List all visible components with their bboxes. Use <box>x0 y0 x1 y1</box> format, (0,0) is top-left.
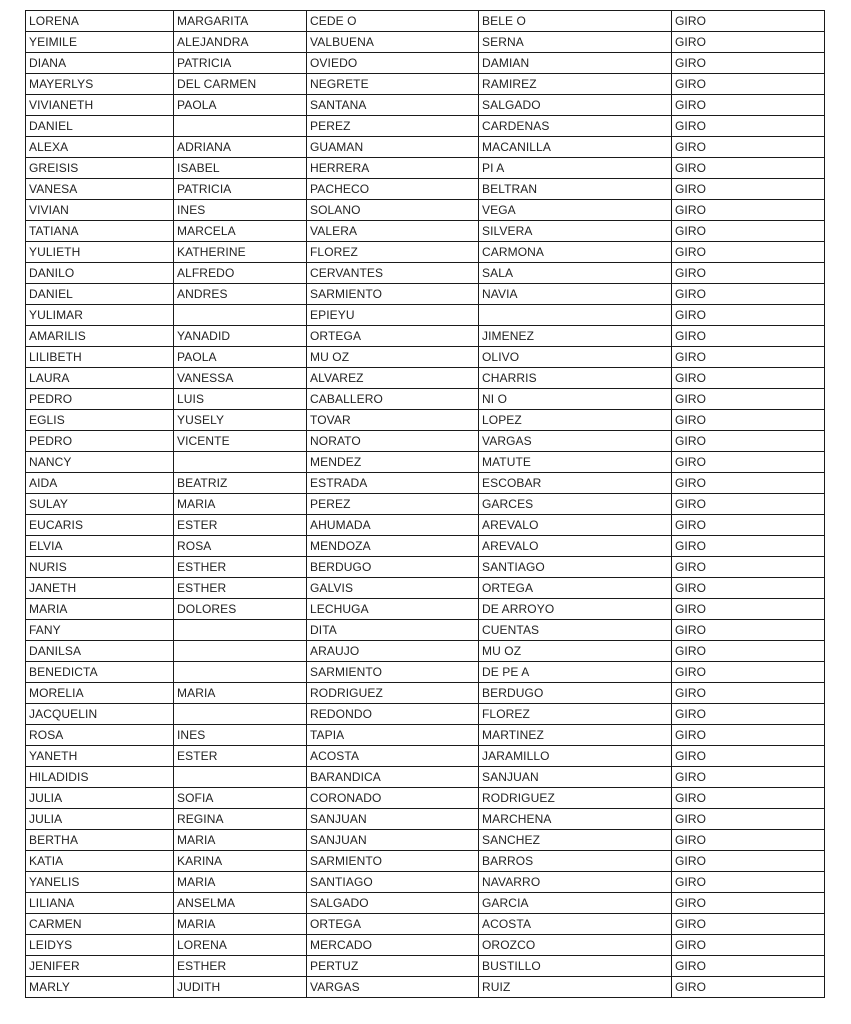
second-surname-cell: OROZCO <box>479 935 672 956</box>
second-surname-cell: RAMIREZ <box>479 74 672 95</box>
table-row <box>26 599 825 620</box>
first-surname-cell: MENDOZA <box>307 536 479 557</box>
second-surname-cell: RODRIGUEZ <box>479 788 672 809</box>
second-name-cell <box>174 662 307 683</box>
table-row <box>26 452 825 473</box>
type-cell: GIRO <box>672 11 825 32</box>
second-surname-cell: MARCHENA <box>479 809 672 830</box>
first-name-cell: JENIFER <box>26 956 174 977</box>
first-name-cell: DANIEL <box>26 284 174 305</box>
second-name-cell: ANDRES <box>174 284 307 305</box>
table-row <box>26 641 825 662</box>
table-row <box>26 725 825 746</box>
type-cell: GIRO <box>672 473 825 494</box>
first-surname-cell: NORATO <box>307 431 479 452</box>
first-name-cell: MORELIA <box>26 683 174 704</box>
second-name-cell: MARIA <box>174 683 307 704</box>
first-surname-cell: TAPIA <box>307 725 479 746</box>
type-cell: GIRO <box>672 557 825 578</box>
table-row <box>26 200 825 221</box>
type-cell: GIRO <box>672 641 825 662</box>
second-surname-cell: BERDUGO <box>479 683 672 704</box>
type-cell: GIRO <box>672 158 825 179</box>
type-cell: GIRO <box>672 662 825 683</box>
first-surname-cell: EPIEYU <box>307 305 479 326</box>
table-row <box>26 893 825 914</box>
second-name-cell: KARINA <box>174 851 307 872</box>
first-name-cell: LORENA <box>26 11 174 32</box>
first-name-cell: DANILO <box>26 263 174 284</box>
second-surname-cell: CUENTAS <box>479 620 672 641</box>
type-cell: GIRO <box>672 704 825 725</box>
first-surname-cell: SANTANA <box>307 95 479 116</box>
first-surname-cell: VARGAS <box>307 977 479 998</box>
second-surname-cell: SALGADO <box>479 95 672 116</box>
first-name-cell: MARLY <box>26 977 174 998</box>
type-cell: GIRO <box>672 809 825 830</box>
second-surname-cell: DE PE A <box>479 662 672 683</box>
first-surname-cell: MENDEZ <box>307 452 479 473</box>
second-name-cell: MARIA <box>174 494 307 515</box>
type-cell: GIRO <box>672 452 825 473</box>
table-row <box>26 284 825 305</box>
second-name-cell: MARIA <box>174 914 307 935</box>
table-row <box>26 557 825 578</box>
type-cell: GIRO <box>672 620 825 641</box>
second-surname-cell: DE ARROYO <box>479 599 672 620</box>
first-surname-cell: CEDE O <box>307 11 479 32</box>
first-name-cell: MAYERLYS <box>26 74 174 95</box>
first-surname-cell: ESTRADA <box>307 473 479 494</box>
first-surname-cell: BERDUGO <box>307 557 479 578</box>
table-row <box>26 431 825 452</box>
type-cell: GIRO <box>672 368 825 389</box>
second-name-cell: MARCELA <box>174 221 307 242</box>
second-name-cell: DEL CARMEN <box>174 74 307 95</box>
type-cell: GIRO <box>672 137 825 158</box>
first-name-cell: ALEXA <box>26 137 174 158</box>
first-surname-cell: DITA <box>307 620 479 641</box>
second-name-cell: PAOLA <box>174 347 307 368</box>
second-name-cell: LORENA <box>174 935 307 956</box>
first-name-cell: YULIETH <box>26 242 174 263</box>
first-name-cell: EUCARIS <box>26 515 174 536</box>
second-name-cell: SOFIA <box>174 788 307 809</box>
first-surname-cell: CABALLERO <box>307 389 479 410</box>
second-surname-cell: SILVERA <box>479 221 672 242</box>
first-name-cell: AIDA <box>26 473 174 494</box>
second-surname-cell: NAVIA <box>479 284 672 305</box>
table-row <box>26 179 825 200</box>
second-surname-cell: VEGA <box>479 200 672 221</box>
table-row <box>26 767 825 788</box>
first-surname-cell: GUAMAN <box>307 137 479 158</box>
second-surname-cell: PI A <box>479 158 672 179</box>
first-surname-cell: SARMIENTO <box>307 662 479 683</box>
second-surname-cell: CARMONA <box>479 242 672 263</box>
type-cell: GIRO <box>672 578 825 599</box>
type-cell: GIRO <box>672 830 825 851</box>
type-cell: GIRO <box>672 284 825 305</box>
type-cell: GIRO <box>672 305 825 326</box>
first-name-cell: VIVIAN <box>26 200 174 221</box>
table-row <box>26 536 825 557</box>
table-row <box>26 704 825 725</box>
first-name-cell: HILADIDIS <box>26 767 174 788</box>
first-name-cell: LILIBETH <box>26 347 174 368</box>
second-surname-cell: MU OZ <box>479 641 672 662</box>
second-name-cell: ESTHER <box>174 578 307 599</box>
table-row <box>26 263 825 284</box>
first-name-cell: KATIA <box>26 851 174 872</box>
second-name-cell: PATRICIA <box>174 53 307 74</box>
second-name-cell: DOLORES <box>174 599 307 620</box>
first-surname-cell: VALERA <box>307 221 479 242</box>
first-name-cell: VIVIANETH <box>26 95 174 116</box>
type-cell: GIRO <box>672 683 825 704</box>
first-name-cell: GREISIS <box>26 158 174 179</box>
type-cell: GIRO <box>672 179 825 200</box>
first-name-cell: JANETH <box>26 578 174 599</box>
table-row <box>26 830 825 851</box>
second-name-cell: INES <box>174 725 307 746</box>
first-surname-cell: OVIEDO <box>307 53 479 74</box>
second-name-cell: ESTER <box>174 515 307 536</box>
type-cell: GIRO <box>672 872 825 893</box>
first-surname-cell: RODRIGUEZ <box>307 683 479 704</box>
second-surname-cell: ESCOBAR <box>479 473 672 494</box>
first-surname-cell: SANTIAGO <box>307 872 479 893</box>
table-row <box>26 11 825 32</box>
second-surname-cell: ACOSTA <box>479 914 672 935</box>
type-cell: GIRO <box>672 725 825 746</box>
type-cell: GIRO <box>672 767 825 788</box>
first-surname-cell: ORTEGA <box>307 326 479 347</box>
first-name-cell: VANESA <box>26 179 174 200</box>
table-row <box>26 305 825 326</box>
table-row <box>26 662 825 683</box>
second-name-cell: INES <box>174 200 307 221</box>
second-name-cell: ESTER <box>174 746 307 767</box>
first-surname-cell: SANJUAN <box>307 809 479 830</box>
type-cell: GIRO <box>672 347 825 368</box>
type-cell: GIRO <box>672 221 825 242</box>
second-surname-cell: JIMENEZ <box>479 326 672 347</box>
second-surname-cell: NI O <box>479 389 672 410</box>
second-surname-cell: FLOREZ <box>479 704 672 725</box>
type-cell: GIRO <box>672 242 825 263</box>
first-surname-cell: MERCADO <box>307 935 479 956</box>
names-table <box>25 10 825 998</box>
table-row <box>26 116 825 137</box>
type-cell: GIRO <box>672 95 825 116</box>
first-surname-cell: SANJUAN <box>307 830 479 851</box>
table-row <box>26 368 825 389</box>
type-cell: GIRO <box>672 32 825 53</box>
first-surname-cell: VALBUENA <box>307 32 479 53</box>
second-name-cell: ALEJANDRA <box>174 32 307 53</box>
first-name-cell: PEDRO <box>26 389 174 410</box>
second-surname-cell: SANJUAN <box>479 767 672 788</box>
first-name-cell: EGLIS <box>26 410 174 431</box>
first-name-cell: LAURA <box>26 368 174 389</box>
second-surname-cell: BELE O <box>479 11 672 32</box>
first-name-cell: DANIEL <box>26 116 174 137</box>
first-surname-cell: GALVIS <box>307 578 479 599</box>
table-row <box>26 158 825 179</box>
second-surname-cell: AREVALO <box>479 536 672 557</box>
type-cell: GIRO <box>672 956 825 977</box>
second-name-cell: ESTHER <box>174 557 307 578</box>
second-surname-cell: ORTEGA <box>479 578 672 599</box>
second-name-cell <box>174 620 307 641</box>
first-name-cell: CARMEN <box>26 914 174 935</box>
type-cell: GIRO <box>672 788 825 809</box>
table-row <box>26 473 825 494</box>
second-surname-cell: BARROS <box>479 851 672 872</box>
table-row <box>26 746 825 767</box>
first-name-cell: NURIS <box>26 557 174 578</box>
first-surname-cell: BARANDICA <box>307 767 479 788</box>
table-row <box>26 851 825 872</box>
type-cell: GIRO <box>672 74 825 95</box>
type-cell: GIRO <box>672 746 825 767</box>
second-name-cell: PAOLA <box>174 95 307 116</box>
second-surname-cell: JARAMILLO <box>479 746 672 767</box>
second-name-cell: MARIA <box>174 830 307 851</box>
second-name-cell: YUSELY <box>174 410 307 431</box>
type-cell: GIRO <box>672 263 825 284</box>
second-name-cell <box>174 305 307 326</box>
second-name-cell: ALFREDO <box>174 263 307 284</box>
table-row <box>26 515 825 536</box>
first-name-cell: YANELIS <box>26 872 174 893</box>
type-cell: GIRO <box>672 389 825 410</box>
type-cell: GIRO <box>672 116 825 137</box>
first-surname-cell: HERRERA <box>307 158 479 179</box>
first-name-cell: JULIA <box>26 809 174 830</box>
type-cell: GIRO <box>672 914 825 935</box>
second-name-cell: PATRICIA <box>174 179 307 200</box>
table-row <box>26 620 825 641</box>
table-row <box>26 221 825 242</box>
type-cell: GIRO <box>672 599 825 620</box>
type-cell: GIRO <box>672 53 825 74</box>
first-surname-cell: ARAUJO <box>307 641 479 662</box>
first-surname-cell: FLOREZ <box>307 242 479 263</box>
second-name-cell <box>174 767 307 788</box>
first-surname-cell: NEGRETE <box>307 74 479 95</box>
type-cell: GIRO <box>672 977 825 998</box>
table-row <box>26 410 825 431</box>
second-surname-cell: GARCIA <box>479 893 672 914</box>
first-surname-cell: PACHECO <box>307 179 479 200</box>
table-row <box>26 494 825 515</box>
second-name-cell <box>174 704 307 725</box>
table-row <box>26 683 825 704</box>
second-name-cell: ISABEL <box>174 158 307 179</box>
second-surname-cell: NAVARRO <box>479 872 672 893</box>
type-cell: GIRO <box>672 410 825 431</box>
second-name-cell: REGINA <box>174 809 307 830</box>
second-surname-cell: SANCHEZ <box>479 830 672 851</box>
first-surname-cell: SALGADO <box>307 893 479 914</box>
first-name-cell: FANY <box>26 620 174 641</box>
table-row <box>26 242 825 263</box>
second-name-cell: ANSELMA <box>174 893 307 914</box>
table-row <box>26 935 825 956</box>
second-name-cell: LUIS <box>174 389 307 410</box>
second-name-cell: MARIA <box>174 872 307 893</box>
table-row <box>26 788 825 809</box>
table-row <box>26 872 825 893</box>
second-surname-cell: GARCES <box>479 494 672 515</box>
first-name-cell: YULIMAR <box>26 305 174 326</box>
second-name-cell: JUDITH <box>174 977 307 998</box>
second-surname-cell: RUIZ <box>479 977 672 998</box>
table-row <box>26 977 825 998</box>
second-surname-cell: SANTIAGO <box>479 557 672 578</box>
second-surname-cell: MARTINEZ <box>479 725 672 746</box>
first-surname-cell: TOVAR <box>307 410 479 431</box>
first-surname-cell: SARMIENTO <box>307 851 479 872</box>
table-row <box>26 95 825 116</box>
second-surname-cell: LOPEZ <box>479 410 672 431</box>
table-row <box>26 389 825 410</box>
first-name-cell: SULAY <box>26 494 174 515</box>
second-name-cell <box>174 116 307 137</box>
second-surname-cell: VARGAS <box>479 431 672 452</box>
type-cell: GIRO <box>672 893 825 914</box>
second-surname-cell: CHARRIS <box>479 368 672 389</box>
first-surname-cell: CORONADO <box>307 788 479 809</box>
second-surname-cell: MACANILLA <box>479 137 672 158</box>
first-name-cell: PEDRO <box>26 431 174 452</box>
table-row <box>26 956 825 977</box>
second-name-cell <box>174 452 307 473</box>
second-surname-cell: SALA <box>479 263 672 284</box>
first-name-cell: BERTHA <box>26 830 174 851</box>
first-surname-cell: REDONDO <box>307 704 479 725</box>
first-name-cell: JULIA <box>26 788 174 809</box>
first-surname-cell: SOLANO <box>307 200 479 221</box>
table-row <box>26 74 825 95</box>
table-row <box>26 809 825 830</box>
table-row <box>26 137 825 158</box>
second-name-cell: ADRIANA <box>174 137 307 158</box>
first-name-cell: LILIANA <box>26 893 174 914</box>
second-name-cell <box>174 641 307 662</box>
type-cell: GIRO <box>672 200 825 221</box>
second-surname-cell: MATUTE <box>479 452 672 473</box>
second-name-cell: BEATRIZ <box>174 473 307 494</box>
second-surname-cell: SERNA <box>479 32 672 53</box>
first-name-cell: LEIDYS <box>26 935 174 956</box>
second-name-cell: ESTHER <box>174 956 307 977</box>
first-name-cell: DIANA <box>26 53 174 74</box>
second-surname-cell: AREVALO <box>479 515 672 536</box>
second-surname-cell: DAMIAN <box>479 53 672 74</box>
second-name-cell: VICENTE <box>174 431 307 452</box>
first-surname-cell: PEREZ <box>307 116 479 137</box>
table-row <box>26 578 825 599</box>
second-name-cell: YANADID <box>174 326 307 347</box>
first-name-cell: MARIA <box>26 599 174 620</box>
first-name-cell: BENEDICTA <box>26 662 174 683</box>
names-table-body <box>26 11 825 998</box>
first-name-cell: TATIANA <box>26 221 174 242</box>
second-surname-cell: BUSTILLO <box>479 956 672 977</box>
first-surname-cell: SARMIENTO <box>307 284 479 305</box>
table-row <box>26 347 825 368</box>
type-cell: GIRO <box>672 515 825 536</box>
second-name-cell: VANESSA <box>174 368 307 389</box>
first-surname-cell: LECHUGA <box>307 599 479 620</box>
second-surname-cell: BELTRAN <box>479 179 672 200</box>
first-name-cell: AMARILIS <box>26 326 174 347</box>
type-cell: GIRO <box>672 935 825 956</box>
first-surname-cell: CERVANTES <box>307 263 479 284</box>
first-name-cell: NANCY <box>26 452 174 473</box>
first-surname-cell: ACOSTA <box>307 746 479 767</box>
first-name-cell: JACQUELIN <box>26 704 174 725</box>
table-row <box>26 53 825 74</box>
first-name-cell: YEIMILE <box>26 32 174 53</box>
first-surname-cell: ORTEGA <box>307 914 479 935</box>
first-surname-cell: MU OZ <box>307 347 479 368</box>
type-cell: GIRO <box>672 494 825 515</box>
type-cell: GIRO <box>672 326 825 347</box>
first-surname-cell: AHUMADA <box>307 515 479 536</box>
first-surname-cell: PEREZ <box>307 494 479 515</box>
table-row <box>26 32 825 53</box>
first-name-cell: ROSA <box>26 725 174 746</box>
second-surname-cell <box>479 305 672 326</box>
type-cell: GIRO <box>672 851 825 872</box>
first-name-cell: ELVIA <box>26 536 174 557</box>
second-name-cell: KATHERINE <box>174 242 307 263</box>
second-surname-cell: CARDENAS <box>479 116 672 137</box>
second-surname-cell: OLIVO <box>479 347 672 368</box>
type-cell: GIRO <box>672 431 825 452</box>
first-name-cell: DANILSA <box>26 641 174 662</box>
type-cell: GIRO <box>672 536 825 557</box>
table-row <box>26 326 825 347</box>
second-name-cell: MARGARITA <box>174 11 307 32</box>
table-row <box>26 914 825 935</box>
first-surname-cell: ALVAREZ <box>307 368 479 389</box>
first-surname-cell: PERTUZ <box>307 956 479 977</box>
second-name-cell: ROSA <box>174 536 307 557</box>
first-name-cell: YANETH <box>26 746 174 767</box>
